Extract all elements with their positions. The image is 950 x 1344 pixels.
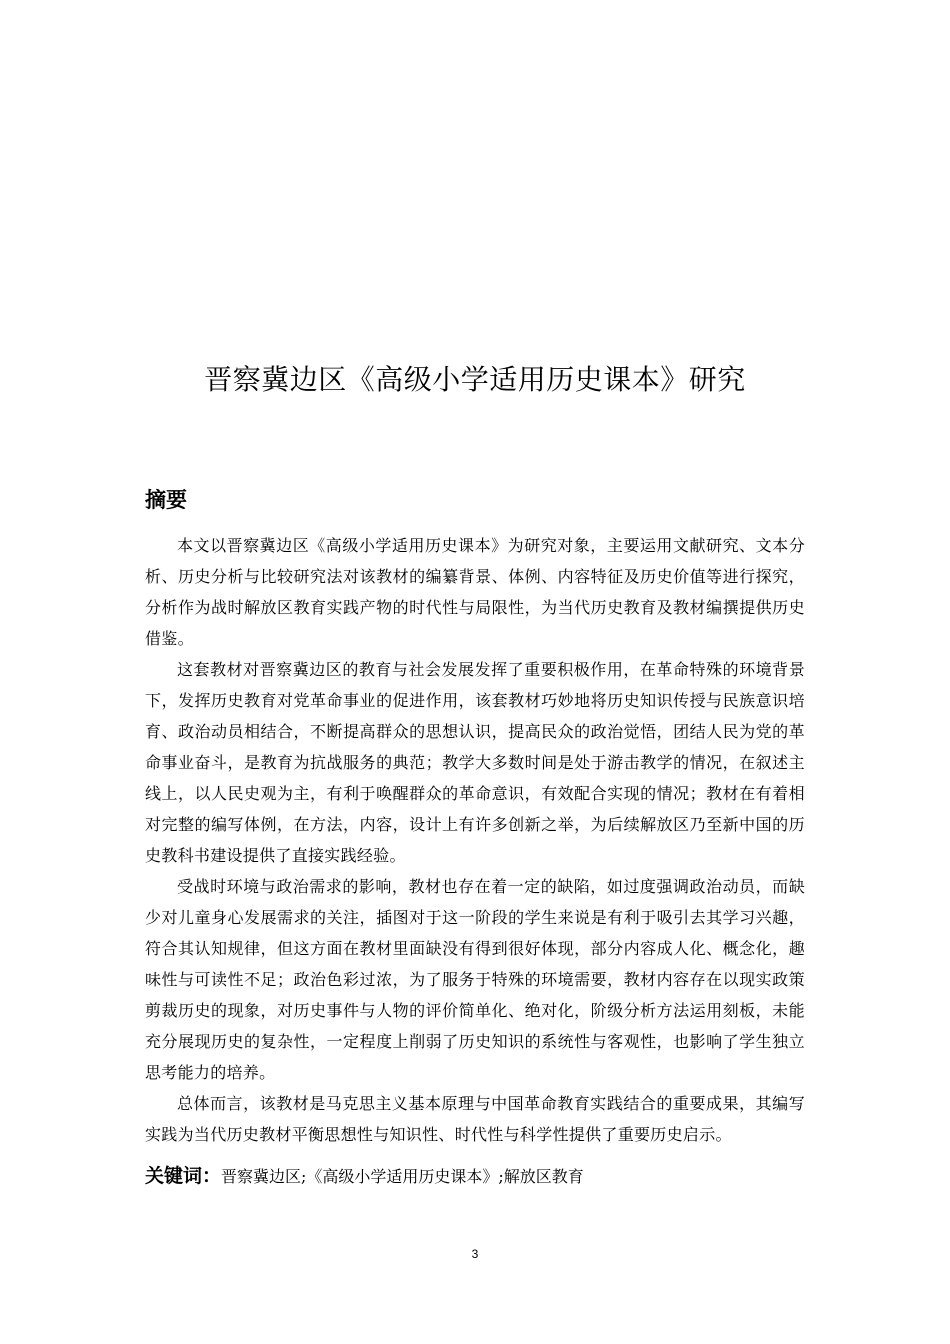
abstract-paragraph-2: 这套教材对晋察冀边区的教育与社会发展发挥了重要积极作用，在革命特殊的环境背景下，发挥历史教育对党革命事业的促进作用，该套教材巧妙地将历史知识传授与民族意识培育、政治动员相结合，不断提高群众的思想认识，提高民众的政治觉悟，团结人民为党的革命事业奋斗，是教育为抗战服务的典范；教学大多数时间是处于游击教学的情况，在叙述主线上，以人民史观为主，有利于唤醒群众的革命意识，有效配合实现的情况；教材在有着相对完整的编写体例，在方法，内容，设计上有许多创新之举，为后续解放区乃至新中国的历史教科书建设提供了直接实践经验。 bbox=[145, 660, 805, 865]
page-number: 3 bbox=[471, 1247, 479, 1261]
keywords-values: 晋察冀边区;《高级小学适用历史课本》;解放区教育 bbox=[221, 1167, 584, 1186]
keywords-line bbox=[145, 1160, 805, 1194]
abstract-body bbox=[145, 530, 805, 1150]
abstract-paragraph-4: 总体而言，该教材是马克思主义基本原理与中国革命教育实践结合的重要成果，其编写实践为当代历史教材平衡思想性与知识性、时代性与科学性提供了重要历史启示。 bbox=[145, 1094, 805, 1144]
abstract-paragraph-1: 本文以晋察冀边区《高级小学适用历史课本》为研究对象，主要运用文献研究、文本分析、历史分析与比较研究法对该教材的编纂背景、体例、内容特征及历史价值等进行探究，分析作为战时解放区教育实践产物的时代性与局限性，为当代历史教育及教材编撰提供历史借鉴。 bbox=[145, 536, 805, 648]
document-title: 晋察冀边区《高级小学适用历史课本》研究 bbox=[204, 363, 746, 396]
keywords-label: 关键词： bbox=[145, 1165, 222, 1187]
abstract-paragraph-3: 受战时环境与政治需求的影响，教材也存在着一定的缺陷，如过度强调政治动员，而缺少对儿童身心发展需求的关注，插图对于这一阶段的学生来说是有利于吸引去其学习兴趣，符合其认知规律，但这方面在教材里面缺没有得到很好体现，部分内容成人化、概念化，趣味性与可读性不足；政治色彩过浓，为了服务于特殊的环境需要，教材内容存在以现实政策剪裁历史的现象，对历史事件与人物的评价简单化、绝对化，阶级分析方法运用刻板，未能充分展现历史的复杂性，一定程度上削弱了历史知识的系统性与客观性，也影响了学生独立思考能力的培养。 bbox=[145, 877, 805, 1082]
abstract-heading: 摘要 bbox=[145, 488, 187, 512]
